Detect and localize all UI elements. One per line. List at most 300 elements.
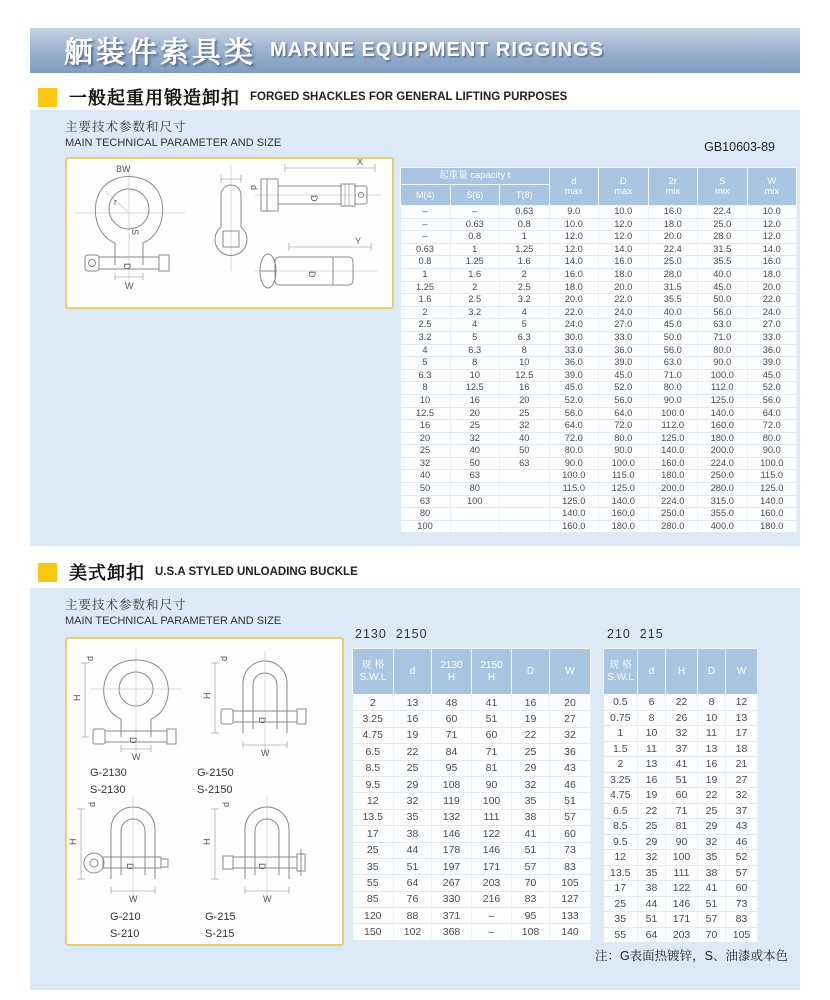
table-cell: 60 bbox=[432, 711, 472, 727]
banner-title-zh: 舾装件索具类 bbox=[64, 37, 257, 69]
table-row bbox=[353, 809, 591, 825]
table-row bbox=[353, 711, 591, 727]
table-cell: 18.0 bbox=[648, 218, 698, 231]
table-row bbox=[604, 819, 758, 835]
table-cell: 28.0 bbox=[648, 268, 698, 281]
table-cell: 115.0 bbox=[549, 483, 599, 496]
table-cell: 6.3 bbox=[500, 331, 550, 344]
table-cell: 71 bbox=[472, 744, 512, 760]
table-cell: 90.0 bbox=[599, 445, 649, 458]
table-cell: 4.75 bbox=[604, 788, 638, 804]
table-cell bbox=[450, 520, 500, 533]
table-cell: 160.0 bbox=[549, 520, 599, 533]
table-row bbox=[401, 344, 797, 357]
table-cell: 57 bbox=[698, 912, 726, 928]
table-cell: 56.0 bbox=[648, 344, 698, 357]
table-cell: 70 bbox=[512, 875, 550, 891]
table-cell: 72.0 bbox=[747, 420, 797, 433]
dim-label-d: d bbox=[87, 801, 97, 807]
table-cell: 224.0 bbox=[698, 457, 748, 470]
table-cell: 35.5 bbox=[648, 294, 698, 307]
table-cell: 16 bbox=[512, 695, 550, 711]
dim-label-w: W bbox=[129, 894, 138, 904]
yellow-square-bullet-icon bbox=[38, 88, 57, 107]
table-cell: 0.5 bbox=[604, 695, 638, 711]
col-header-W: W bbox=[726, 649, 758, 695]
table-row bbox=[353, 793, 591, 809]
dim-label-d-small: d bbox=[249, 185, 259, 191]
shackle-diagram bbox=[67, 159, 388, 303]
param-en: MAIN TECHNICAL PARAMETER AND SIZE bbox=[65, 137, 282, 149]
table-cell: 355.0 bbox=[698, 508, 748, 521]
table-row bbox=[604, 695, 758, 711]
table-cell: 5 bbox=[401, 357, 451, 370]
table-cell: 41 bbox=[512, 826, 550, 842]
table-cell: 16 bbox=[450, 394, 500, 407]
table-210-215-label: 210 215 bbox=[607, 627, 664, 641]
table-cell: 200.0 bbox=[698, 445, 748, 458]
table-cell: 280.0 bbox=[648, 520, 698, 533]
table-row bbox=[401, 394, 797, 407]
table-cell: 180.0 bbox=[648, 470, 698, 483]
table-cell: 315.0 bbox=[698, 495, 748, 508]
table-cell: 90 bbox=[472, 776, 512, 792]
table-cell: 12 bbox=[726, 695, 758, 711]
table-cell: 125.0 bbox=[698, 394, 748, 407]
table-cell: 4 bbox=[401, 344, 451, 357]
model-caption-2150: G-2150 S-2150 bbox=[197, 767, 234, 796]
table-cell: 29 bbox=[512, 760, 550, 776]
table-cell: 55 bbox=[604, 927, 638, 943]
table-cell: 3.2 bbox=[450, 306, 500, 319]
table-cell: 146 bbox=[432, 826, 472, 842]
table-cell: – bbox=[401, 206, 451, 219]
table-cell: 76 bbox=[394, 891, 432, 907]
table-cell: 48 bbox=[432, 695, 472, 711]
table-cell: 6.5 bbox=[353, 744, 394, 760]
table-cell: 90.0 bbox=[747, 445, 797, 458]
table-cell: 0.63 bbox=[450, 218, 500, 231]
col-header-d: d bbox=[394, 649, 432, 695]
technical-parameter-caption bbox=[65, 595, 281, 627]
table-cell: 18.0 bbox=[549, 281, 599, 294]
section1-title-en: FORGED SHACKLES FOR GENERAL LIFTING PURPOSES bbox=[250, 91, 568, 103]
table-cell: 22.4 bbox=[648, 243, 698, 256]
table-cell bbox=[500, 520, 550, 533]
table-cell: 25 bbox=[698, 803, 726, 819]
col-header-H: H bbox=[666, 649, 698, 695]
table-cell: 80.0 bbox=[698, 344, 748, 357]
table-cell: – bbox=[472, 908, 512, 924]
table-cell: 105 bbox=[726, 927, 758, 943]
table-row bbox=[353, 727, 591, 743]
table-cell: 26 bbox=[666, 710, 698, 726]
table-cell: 12.5 bbox=[450, 382, 500, 395]
table-row bbox=[401, 420, 797, 433]
table-cell: 36 bbox=[550, 744, 591, 760]
table-cell: 115.0 bbox=[747, 470, 797, 483]
table-cell: 3.2 bbox=[401, 331, 451, 344]
table-cell: 20.0 bbox=[599, 281, 649, 294]
bow-shackle-front-view bbox=[75, 163, 185, 291]
table-cell: – bbox=[401, 218, 451, 231]
table-cell: 64 bbox=[394, 875, 432, 891]
table-cell: 60 bbox=[472, 727, 512, 743]
table-cell: 0.75 bbox=[604, 710, 638, 726]
col-header-s6: S(6) bbox=[450, 185, 500, 206]
table-cell: 17 bbox=[726, 726, 758, 742]
table-cell: 200.0 bbox=[648, 483, 698, 496]
table-cell: 3.2 bbox=[500, 294, 550, 307]
table-cell: – bbox=[472, 924, 512, 940]
table-cell: 12.0 bbox=[549, 243, 599, 256]
table-cell: 12.0 bbox=[747, 231, 797, 244]
table-cell: 122 bbox=[666, 881, 698, 897]
bolt-x-view bbox=[255, 159, 381, 211]
table-cell: 85 bbox=[353, 891, 394, 907]
table-row bbox=[401, 231, 797, 244]
table-cell: 73 bbox=[726, 896, 758, 912]
table-cell: 13.5 bbox=[353, 809, 394, 825]
table-cell: 12.5 bbox=[401, 407, 451, 420]
model-caption-2130: G-2130 S-2130 bbox=[90, 767, 127, 796]
table-cell bbox=[500, 508, 550, 521]
table-cell: 1.6 bbox=[500, 256, 550, 269]
table-cell: 19 bbox=[638, 788, 666, 804]
col-header-D: D bbox=[512, 649, 550, 695]
table-cell: 119 bbox=[432, 793, 472, 809]
table-cell: 22 bbox=[394, 744, 432, 760]
table-cell: 9.0 bbox=[549, 206, 599, 219]
table-cell: 100.0 bbox=[549, 470, 599, 483]
param-zh: 主要技术参数和尺寸 bbox=[65, 120, 187, 134]
table-row bbox=[401, 331, 797, 344]
table-cell: 95 bbox=[512, 908, 550, 924]
table-cell: 50 bbox=[500, 445, 550, 458]
table-cell: 111 bbox=[666, 865, 698, 881]
table-cell: 38 bbox=[698, 865, 726, 881]
table-cell: 57 bbox=[550, 809, 591, 825]
table-cell: 25 bbox=[638, 819, 666, 835]
table-cell: 25.0 bbox=[648, 256, 698, 269]
usa-buckle-panel bbox=[30, 588, 800, 990]
table-cell: 2 bbox=[450, 281, 500, 294]
col-header-D-max: D max bbox=[599, 168, 649, 206]
col-header-S-mix: S mix bbox=[698, 168, 748, 206]
table-cell: 203 bbox=[666, 927, 698, 943]
table-cell: 160.0 bbox=[698, 420, 748, 433]
table-cell: 29 bbox=[698, 819, 726, 835]
table-cell: 72.0 bbox=[599, 420, 649, 433]
g215-dee-shackle bbox=[202, 797, 305, 904]
table-cell: 2 bbox=[500, 268, 550, 281]
table-cell: 81 bbox=[472, 760, 512, 776]
table-cell: 180.0 bbox=[599, 520, 649, 533]
table-cell: 27.0 bbox=[747, 319, 797, 332]
table-cell: 90 bbox=[666, 834, 698, 850]
table-cell: 10 bbox=[401, 394, 451, 407]
table-cell: 1 bbox=[401, 268, 451, 281]
table-cell: 25 bbox=[512, 744, 550, 760]
table-cell: 8 bbox=[401, 382, 451, 395]
table-row bbox=[353, 760, 591, 776]
table-cell: 32 bbox=[401, 457, 451, 470]
table-cell: 0.63 bbox=[500, 206, 550, 219]
section2-title-en: U.S.A STYLED UNLOADING BUCKLE bbox=[155, 566, 358, 578]
table-cell: 140.0 bbox=[698, 407, 748, 420]
table-cell: 122 bbox=[472, 826, 512, 842]
table-row bbox=[604, 912, 758, 928]
table-cell: 12 bbox=[604, 850, 638, 866]
table-cell: 5 bbox=[500, 319, 550, 332]
table-cell: 45.0 bbox=[648, 319, 698, 332]
dim-label-h: H bbox=[72, 694, 82, 701]
table-cell: 14.0 bbox=[747, 243, 797, 256]
table-cell: 280.0 bbox=[698, 483, 748, 496]
table-cell: 16 bbox=[500, 382, 550, 395]
table-cell: 35 bbox=[698, 850, 726, 866]
table-row bbox=[401, 407, 797, 420]
table-row bbox=[401, 445, 797, 458]
table-row bbox=[604, 896, 758, 912]
table-cell: 35 bbox=[604, 912, 638, 928]
table-cell: 37 bbox=[726, 803, 758, 819]
g210-dee-shackle bbox=[68, 797, 168, 904]
table-cell: 16.0 bbox=[747, 256, 797, 269]
table-cell: 2 bbox=[401, 306, 451, 319]
table-cell: 25 bbox=[604, 896, 638, 912]
table-row bbox=[604, 788, 758, 804]
table-cell: 140.0 bbox=[599, 495, 649, 508]
forged-shackles-table-body bbox=[401, 206, 797, 533]
table-cell: 132 bbox=[432, 809, 472, 825]
dim-label-w: W bbox=[132, 752, 141, 762]
table-cell: 203 bbox=[472, 875, 512, 891]
g2130-bow-shackle bbox=[72, 649, 181, 762]
table-cell: 71.0 bbox=[648, 369, 698, 382]
dim-label-y: Y bbox=[355, 236, 362, 246]
table-cell: 400.0 bbox=[698, 520, 748, 533]
table-cell: 60 bbox=[726, 881, 758, 897]
table-cell: 4 bbox=[500, 306, 550, 319]
table-cell: 83 bbox=[726, 912, 758, 928]
table-cell: 100.0 bbox=[747, 457, 797, 470]
table-cell: 0.63 bbox=[401, 243, 451, 256]
dim-label-dp: D bbox=[257, 717, 267, 724]
table-cell: 32 bbox=[512, 776, 550, 792]
table-cell: 8.5 bbox=[353, 760, 394, 776]
table-cell: 100.0 bbox=[599, 457, 649, 470]
table-cell: 10.0 bbox=[747, 206, 797, 219]
table-row bbox=[604, 710, 758, 726]
capacity-group-header: 起重量 capacity t bbox=[401, 168, 550, 185]
table-row bbox=[401, 306, 797, 319]
table-cell: 63 bbox=[401, 495, 451, 508]
table-row bbox=[401, 243, 797, 256]
table-cell: 6.5 bbox=[604, 803, 638, 819]
table-cell: 38 bbox=[512, 809, 550, 825]
table-cell: 171 bbox=[666, 912, 698, 928]
table-cell: 13 bbox=[726, 710, 758, 726]
table-cell: 150 bbox=[353, 924, 394, 940]
table-cell: 60 bbox=[550, 826, 591, 842]
table-cell: 51 bbox=[666, 772, 698, 788]
table-cell: 44 bbox=[638, 896, 666, 912]
table-cell: 2.5 bbox=[401, 319, 451, 332]
table-cell: 9.5 bbox=[604, 834, 638, 850]
table-cell: 39.0 bbox=[549, 369, 599, 382]
table-cell: 12.0 bbox=[599, 218, 649, 231]
table-cell: 20 bbox=[550, 695, 591, 711]
table-cell: 12.0 bbox=[599, 231, 649, 244]
table-cell: 33.0 bbox=[747, 331, 797, 344]
dim-label-d: d bbox=[221, 801, 231, 807]
table-cell: 80.0 bbox=[599, 432, 649, 445]
table-cell: 100.0 bbox=[648, 407, 698, 420]
table-cell: 40.0 bbox=[698, 268, 748, 281]
table-210-215 bbox=[603, 648, 758, 943]
table-cell: 27.0 bbox=[599, 319, 649, 332]
table-cell: 224.0 bbox=[648, 495, 698, 508]
table-row bbox=[604, 741, 758, 757]
table-cell: 21 bbox=[726, 757, 758, 773]
table-cell: 125.0 bbox=[599, 483, 649, 496]
table-cell: 16.0 bbox=[549, 268, 599, 281]
table-cell: 28.0 bbox=[698, 231, 748, 244]
table-cell: 45.0 bbox=[698, 281, 748, 294]
table-cell: – bbox=[401, 231, 451, 244]
table-cell: 330 bbox=[432, 891, 472, 907]
table-row bbox=[353, 891, 591, 907]
table-row bbox=[604, 726, 758, 742]
col-header-swl: 规 格 S.W.L bbox=[604, 649, 638, 695]
col-header-m4: M(4) bbox=[401, 185, 451, 206]
table-cell: 43 bbox=[726, 819, 758, 835]
table-cell: 22 bbox=[638, 803, 666, 819]
table-cell: 46 bbox=[726, 834, 758, 850]
table-row bbox=[353, 826, 591, 842]
table-cell: 180.0 bbox=[747, 520, 797, 533]
dim-label-x: X bbox=[357, 159, 364, 167]
table-cell: 32 bbox=[500, 420, 550, 433]
table-cell: 81 bbox=[666, 819, 698, 835]
table-2130-2150-body bbox=[353, 695, 591, 941]
table-cell: 25 bbox=[500, 407, 550, 420]
table-cell: 37 bbox=[666, 741, 698, 757]
table-cell: 57 bbox=[512, 858, 550, 874]
table-cell: 216 bbox=[472, 891, 512, 907]
table-cell: 171 bbox=[472, 858, 512, 874]
table-cell: 38 bbox=[638, 881, 666, 897]
table-cell: 33.0 bbox=[549, 344, 599, 357]
section1-heading bbox=[38, 84, 567, 110]
table-row bbox=[353, 744, 591, 760]
table-cell: 125.0 bbox=[648, 432, 698, 445]
table-cell: 50 bbox=[401, 483, 451, 496]
table-cell: 35 bbox=[512, 793, 550, 809]
dim-label-s: S bbox=[130, 229, 140, 236]
col-header-d: d bbox=[638, 649, 666, 695]
table-cell: 133 bbox=[550, 908, 591, 924]
table-cell: 60 bbox=[666, 788, 698, 804]
table-cell: 16 bbox=[401, 420, 451, 433]
table-cell: 8 bbox=[500, 344, 550, 357]
table-row bbox=[401, 206, 797, 219]
table-cell: 63.0 bbox=[698, 319, 748, 332]
table-row bbox=[353, 924, 591, 940]
dim-label-h: H bbox=[202, 692, 212, 699]
table-cell: 27 bbox=[550, 711, 591, 727]
table-cell: 2.5 bbox=[450, 294, 500, 307]
table-row bbox=[401, 457, 797, 470]
table-cell: 40 bbox=[450, 445, 500, 458]
yellow-square-bullet-icon bbox=[38, 563, 57, 582]
table-cell: 120 bbox=[353, 908, 394, 924]
table-cell: 5 bbox=[450, 331, 500, 344]
table-cell: 10 bbox=[698, 710, 726, 726]
table-cell: 16.0 bbox=[648, 206, 698, 219]
table-cell: 83 bbox=[550, 858, 591, 874]
dim-label-h: H bbox=[202, 838, 212, 845]
table-cell: 51 bbox=[698, 896, 726, 912]
table-cell: 140 bbox=[550, 924, 591, 940]
table-cell: 0.8 bbox=[500, 218, 550, 231]
table-cell: 1.25 bbox=[450, 256, 500, 269]
table-cell: 40 bbox=[500, 432, 550, 445]
table-cell: 50 bbox=[450, 457, 500, 470]
table-cell: 105 bbox=[550, 875, 591, 891]
table-row bbox=[604, 881, 758, 897]
table-row bbox=[604, 865, 758, 881]
table-cell: 115.0 bbox=[599, 470, 649, 483]
table-row bbox=[353, 875, 591, 891]
table-cell: 71 bbox=[432, 727, 472, 743]
dim-label-dp: D bbox=[125, 863, 135, 870]
table-cell: 39.0 bbox=[747, 357, 797, 370]
table-cell: 71.0 bbox=[698, 331, 748, 344]
table-cell: 32 bbox=[666, 726, 698, 742]
banner-title-en: MARINE EQUIPMENT RIGGINGS bbox=[270, 39, 604, 61]
param-en: MAIN TECHNICAL PARAMETER AND SIZE bbox=[65, 615, 282, 627]
table-cell: 22.4 bbox=[698, 206, 748, 219]
dim-label-d-piny: D bbox=[307, 271, 317, 278]
table-cell: 35 bbox=[638, 865, 666, 881]
dim-label-bw: BW bbox=[116, 164, 131, 174]
table-cell: 41 bbox=[698, 881, 726, 897]
table-cell: 18.0 bbox=[599, 268, 649, 281]
table-2130-2150-label: 2130 2150 bbox=[355, 627, 428, 641]
table-cell: 12.5 bbox=[500, 369, 550, 382]
table-cell: 63 bbox=[450, 470, 500, 483]
table-cell: 100 bbox=[401, 520, 451, 533]
table-cell bbox=[450, 508, 500, 521]
table-cell: 64.0 bbox=[747, 407, 797, 420]
table-cell: 25 bbox=[450, 420, 500, 433]
table-row bbox=[401, 520, 797, 533]
g2150-dee-shackle bbox=[202, 651, 306, 758]
table-cell: 40.0 bbox=[648, 306, 698, 319]
table-cell: 52.0 bbox=[549, 394, 599, 407]
table-row bbox=[353, 908, 591, 924]
table-cell: 80.0 bbox=[648, 382, 698, 395]
table-cell bbox=[500, 483, 550, 496]
table-cell: 32 bbox=[698, 834, 726, 850]
table-cell: 19 bbox=[698, 772, 726, 788]
table-cell: 13 bbox=[394, 695, 432, 711]
table-cell: 13 bbox=[698, 741, 726, 757]
table-cell: 31.5 bbox=[698, 243, 748, 256]
table-row bbox=[401, 218, 797, 231]
